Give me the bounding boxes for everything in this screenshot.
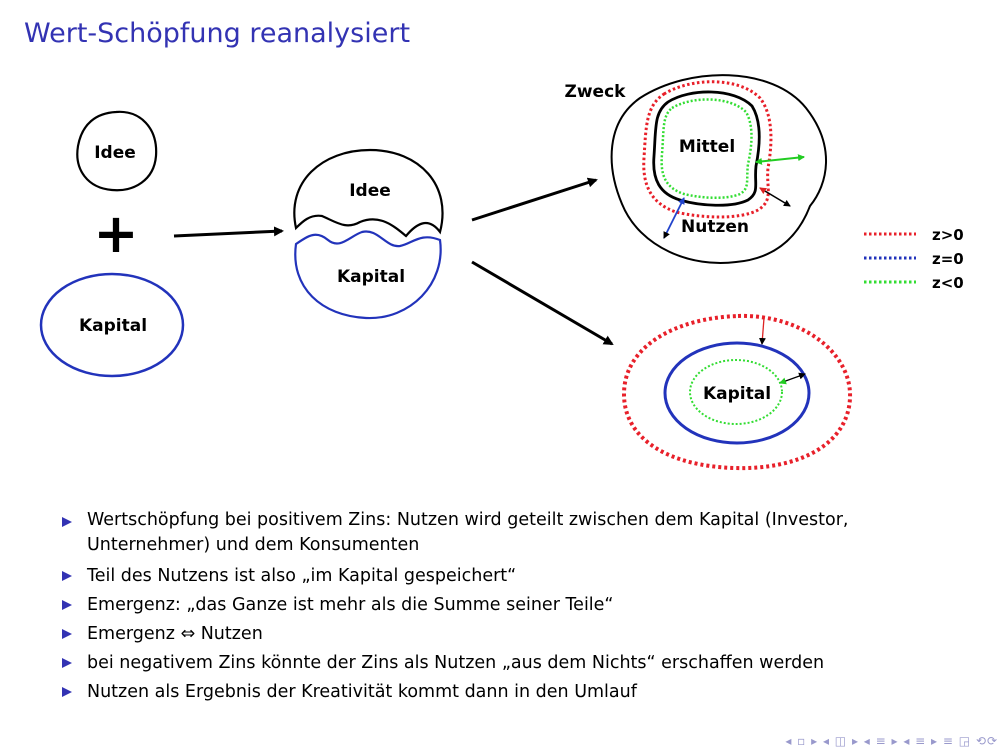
zweck-label: Zweck (564, 82, 626, 102)
bullet-item: Teil des Nutzens ist also „im Kapital gespeichert“ (60, 562, 960, 591)
bullet-item: Emergenz: „das Ganze ist mehr als die Summe seiner Teile“ (60, 591, 960, 620)
arrow-to-kapital (472, 262, 612, 344)
bullet-item: Wertschöpfung bei positivem Zins: Nutzen wird geteilt zwischen dem Kapital (Investor, Unternehmer) und dem Konsumenten (60, 508, 960, 562)
nutzen-label: Nutzen (681, 217, 749, 237)
arrow-combine (174, 231, 282, 236)
kapital-red-arrow (762, 318, 764, 344)
bullet-item: bei negativem Zins könnte der Zins als Nutzen „aus dem Nichts“ erschaffen werden (60, 649, 960, 678)
left-kapital-label: Kapital (78, 316, 148, 336)
legend-label-z-neg: z<0 (932, 274, 964, 292)
legend-label-z-zero: z=0 (932, 250, 964, 268)
legend-label-z-pos: z>0 (932, 226, 964, 244)
center-kapital-label: Kapital (336, 267, 406, 287)
mittel-label: Mittel (678, 137, 736, 157)
bullet-item: Nutzen als Ergebnis der Kreativität kommt dann in den Umlauf (60, 678, 960, 707)
plus-sign: + (93, 202, 139, 265)
center-idee-label: Idee (349, 181, 391, 201)
legend (864, 226, 964, 292)
bullet-list (60, 508, 960, 707)
slide-navigation-icons[interactable]: ◂ ▫ ▸ ◂ ◫ ▸ ◂ ≡ ▸ ◂ ≡ ▸ ≡ ◲ ⟲⟳ (785, 734, 998, 748)
green-difference-arrow (756, 157, 804, 162)
bottom-kapital-label: Kapital (702, 384, 772, 404)
kapital-green-arrow (780, 374, 805, 383)
bullet-item: Emergenz ⇔ Nutzen (60, 620, 960, 649)
slide-title: Wert-Schöpfung reanalysiert (24, 18, 411, 49)
left-idee-label: Idee (94, 143, 136, 163)
arrow-to-zweck (472, 180, 596, 220)
